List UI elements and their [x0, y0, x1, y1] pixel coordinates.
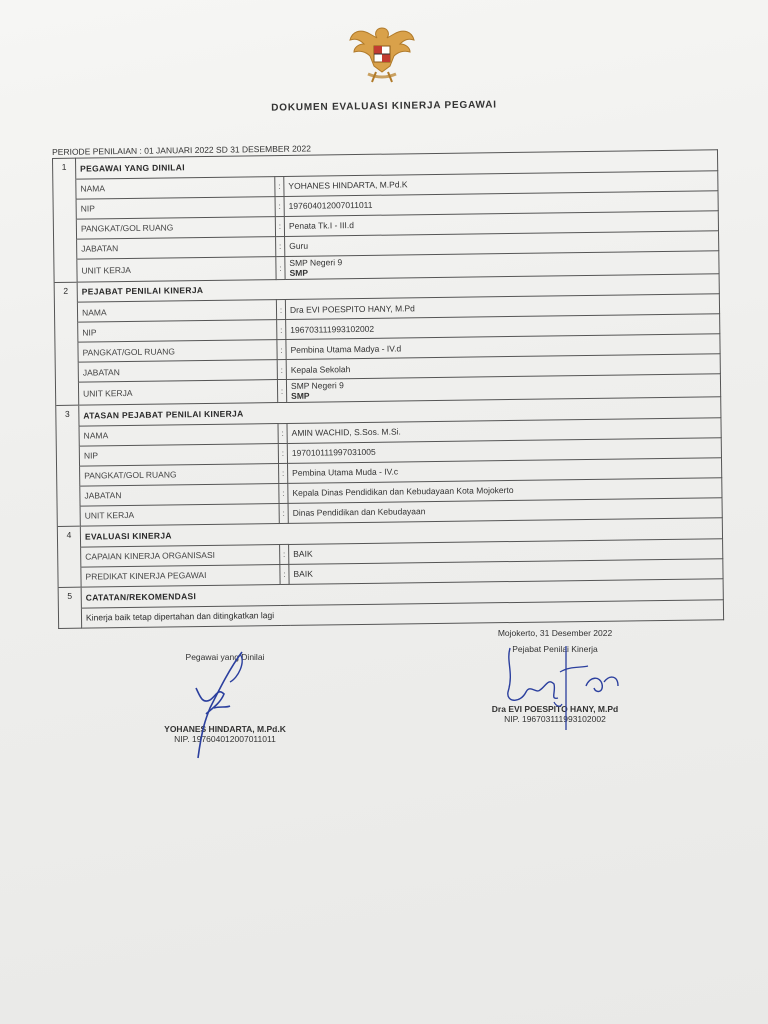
field-value-bold: SMP — [289, 267, 309, 278]
field-colon: : — [277, 339, 286, 359]
field-label: UNIT KERJA — [78, 380, 277, 406]
field-colon: : — [280, 564, 289, 585]
field-value-bold: SMP — [291, 390, 310, 401]
section-title: PEJABAT PENILAI KINERJA — [77, 273, 719, 302]
field-colon: : — [275, 176, 284, 196]
field-value: AMIN WACHID, S.Sos. M.Si. — [287, 417, 721, 443]
section-number: 5 — [58, 587, 81, 608]
section-number: 4 — [57, 526, 80, 547]
field-value: Pembina Utama Madya - IV.d — [286, 334, 720, 360]
field-colon: : — [277, 379, 286, 402]
field-colon: : — [277, 319, 286, 339]
field-label: NAMA — [76, 176, 275, 199]
field-value: YOHANES HINDARTA, M.Pd.K — [284, 170, 718, 196]
section-number: 3 — [56, 405, 79, 426]
recommendation-note: Kinerja baik tetap dipertahan dan ditingkatkan lagi — [81, 599, 723, 628]
field-value-line: SMP Negeri 9 — [289, 256, 343, 268]
field-value: 197010111997031005 — [287, 437, 721, 463]
field-label: PANGKAT/GOL RUANG — [76, 216, 275, 239]
signatory-nip: NIP. 196703111993102002 — [504, 714, 606, 724]
section-title: CATATAN/REKOMENDASI — [81, 579, 723, 608]
field-value: Kepala Dinas Pendidikan dan Kebudayaan Kota Mojokerto — [288, 477, 722, 503]
signature-caption: Pejabat Penilai Kinerja — [512, 644, 598, 654]
field-value: Kepala Sekolah — [286, 354, 720, 380]
field-label: NIP — [79, 443, 278, 466]
field-value: Guru — [285, 230, 719, 256]
signatory-name: Dra EVI POESPITO HANY, M.Pd — [491, 704, 619, 714]
field-value: Pembina Utama Muda - IV.c — [288, 457, 722, 483]
handwritten-signature-icon — [180, 648, 260, 763]
evaluation-table — [52, 149, 724, 629]
field-label: JABATAN — [80, 483, 279, 506]
signatory-nip: NIP. 197604012007011011 — [174, 734, 276, 744]
signatory-name: YOHANES HINDARTA, M.Pd.K — [164, 724, 286, 734]
document-title: DOKUMEN EVALUASI KINERJA PEGAWAI — [271, 99, 497, 114]
field-colon: : — [276, 256, 285, 279]
field-value-line: SMP Negeri 9 — [290, 380, 344, 391]
signature-caption: Pegawai yang Dinilai — [185, 652, 265, 662]
section-number: 1 — [53, 158, 76, 179]
field-value: 197604012007011011 — [284, 190, 718, 216]
handwritten-signature-icon — [500, 642, 630, 737]
field-colon: : — [276, 299, 285, 319]
section-title: EVALUASI KINERJA — [80, 518, 722, 547]
field-colon: : — [278, 423, 287, 443]
field-label: CAPAIAN KINERJA ORGANISASI — [81, 544, 280, 567]
field-colon: : — [278, 443, 287, 463]
field-colon: : — [279, 483, 288, 503]
field-label: UNIT KERJA — [80, 503, 279, 526]
field-colon: : — [279, 463, 288, 483]
signature-date: Mojokerto, 31 Desember 2022 — [497, 628, 613, 638]
field-label: NIP — [76, 196, 275, 219]
field-value: Penata Tk.I - III.d — [284, 210, 718, 236]
field-label: PREDIKAT KINERJA PEGAWAI — [81, 564, 280, 587]
section-title: PEGAWAI YANG DINILAI — [76, 150, 718, 179]
field-value: BAIK — [289, 538, 723, 564]
field-colon: : — [276, 236, 285, 256]
field-colon: : — [275, 216, 284, 236]
field-colon: : — [279, 503, 288, 524]
field-label: NIP — [78, 320, 277, 343]
field-colon: : — [277, 359, 286, 379]
field-label: JABATAN — [78, 360, 277, 383]
field-value: 196703111993102002 — [286, 314, 720, 340]
section-number: 2 — [54, 282, 77, 303]
field-value: Dra EVI POESPITO HANY, M.Pd — [285, 294, 719, 320]
field-label: JABATAN — [77, 236, 276, 259]
field-colon: : — [275, 196, 284, 216]
assessment-period: PERIODE PENILAIAN : 01 JANUARI 2022 SD 31 DESEMBER 2022 — [52, 143, 312, 157]
field-value: BAIK — [289, 558, 723, 584]
field-label: PANGKAT/GOL RUANG — [80, 463, 279, 486]
field-value: Dinas Pendidikan dan Kebudayaan — [288, 497, 722, 523]
field-label: PANGKAT/GOL RUANG — [78, 340, 277, 363]
field-colon: : — [280, 544, 289, 564]
field-label: NAMA — [77, 300, 276, 323]
section-title: ATASAN PEJABAT PENILAI KINERJA — [79, 397, 721, 426]
field-label: UNIT KERJA — [77, 256, 276, 282]
field-label: NAMA — [79, 423, 278, 446]
garuda-emblem-icon — [346, 22, 418, 86]
